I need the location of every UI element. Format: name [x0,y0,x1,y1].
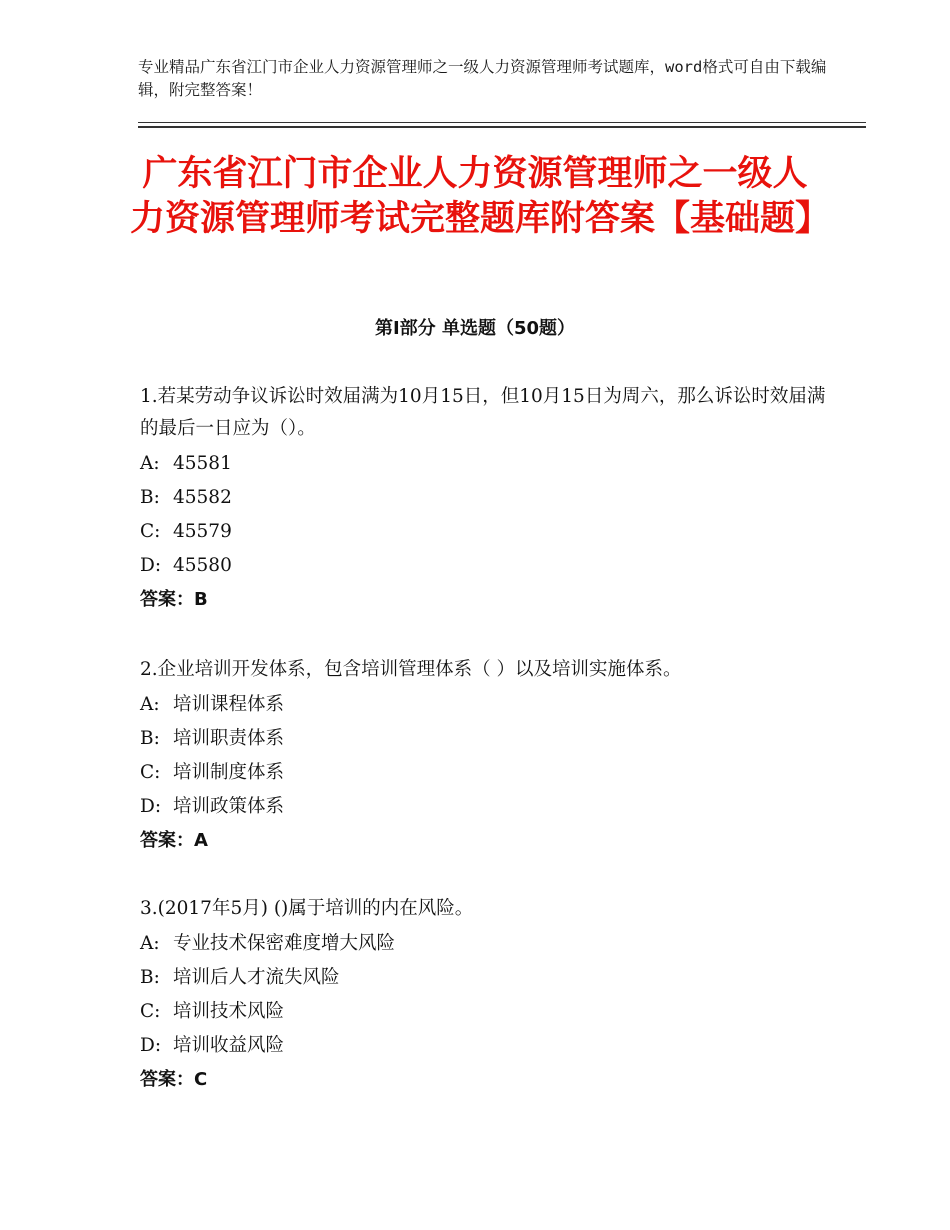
option-letter: B: [140,728,160,749]
option-text: 45580 [173,555,232,576]
option-letter: C: [140,762,161,783]
option-text: 培训制度体系 [173,762,285,783]
option-text: 45579 [173,521,232,542]
option-letter: D: [140,555,162,576]
question-1 [140,381,830,617]
document-title: 广东省江门市企业人力资源管理师之一级人力资源管理师考试完整题库附答案【基础题】 [130,154,831,239]
option-text: 专业技术保密难度增大风险 [173,933,396,954]
option-a [140,688,830,722]
question-stem: 1.若某劳动争议诉讼时效届满为10月15日，但10月15日为周六，那么诉讼时效届满的最后一日应为（）。 [140,386,826,439]
option-text: 培训收益风险 [173,1035,285,1056]
option-text: 45581 [173,453,232,474]
option-letter: C: [140,521,161,542]
option-c [140,515,830,549]
option-text: 45582 [173,487,232,508]
answer-line: 答案：A [140,830,208,851]
answer-line: 答案：C [140,1069,208,1090]
option-letter: A: [140,453,160,474]
option-text: 培训职责体系 [173,728,285,749]
option-d [140,790,830,824]
option-letter: B: [140,487,160,508]
header-divider-thin [138,122,866,123]
option-d [140,1029,830,1063]
option-text: 培训后人才流失风险 [173,967,340,988]
option-c [140,756,830,790]
option-letter: A: [140,933,160,954]
question-2 [140,654,830,858]
option-text: 培训政策体系 [173,796,285,817]
option-letter: A: [140,694,160,715]
option-text: 培训技术风险 [173,1001,285,1022]
option-b [140,722,830,756]
option-b [140,961,830,995]
question-stem: 2.企业培训开发体系，包含培训管理体系（ ）以及培训实施体系。 [140,659,682,680]
header-divider-thick [138,126,866,128]
header-note: 专业精品广东省江门市企业人力资源管理师之一级人力资源管理师考试题库，word格式可自由下载编辑，附完整答案！ [138,58,827,99]
option-b [140,481,830,515]
option-a [140,447,830,481]
question-3 [140,893,830,1097]
answer-line: 答案：B [140,589,208,610]
section-title: 第Ⅰ部分 单选题（50题） [374,318,575,339]
option-a [140,927,830,961]
option-letter: D: [140,796,162,817]
option-d [140,549,830,583]
option-letter: B: [140,967,160,988]
option-c [140,995,830,1029]
option-text: 培训课程体系 [173,694,285,715]
option-letter: C: [140,1001,161,1022]
question-stem: 3.(2017年5月) ()属于培训的内在风险。 [140,898,474,919]
option-letter: D: [140,1035,162,1056]
